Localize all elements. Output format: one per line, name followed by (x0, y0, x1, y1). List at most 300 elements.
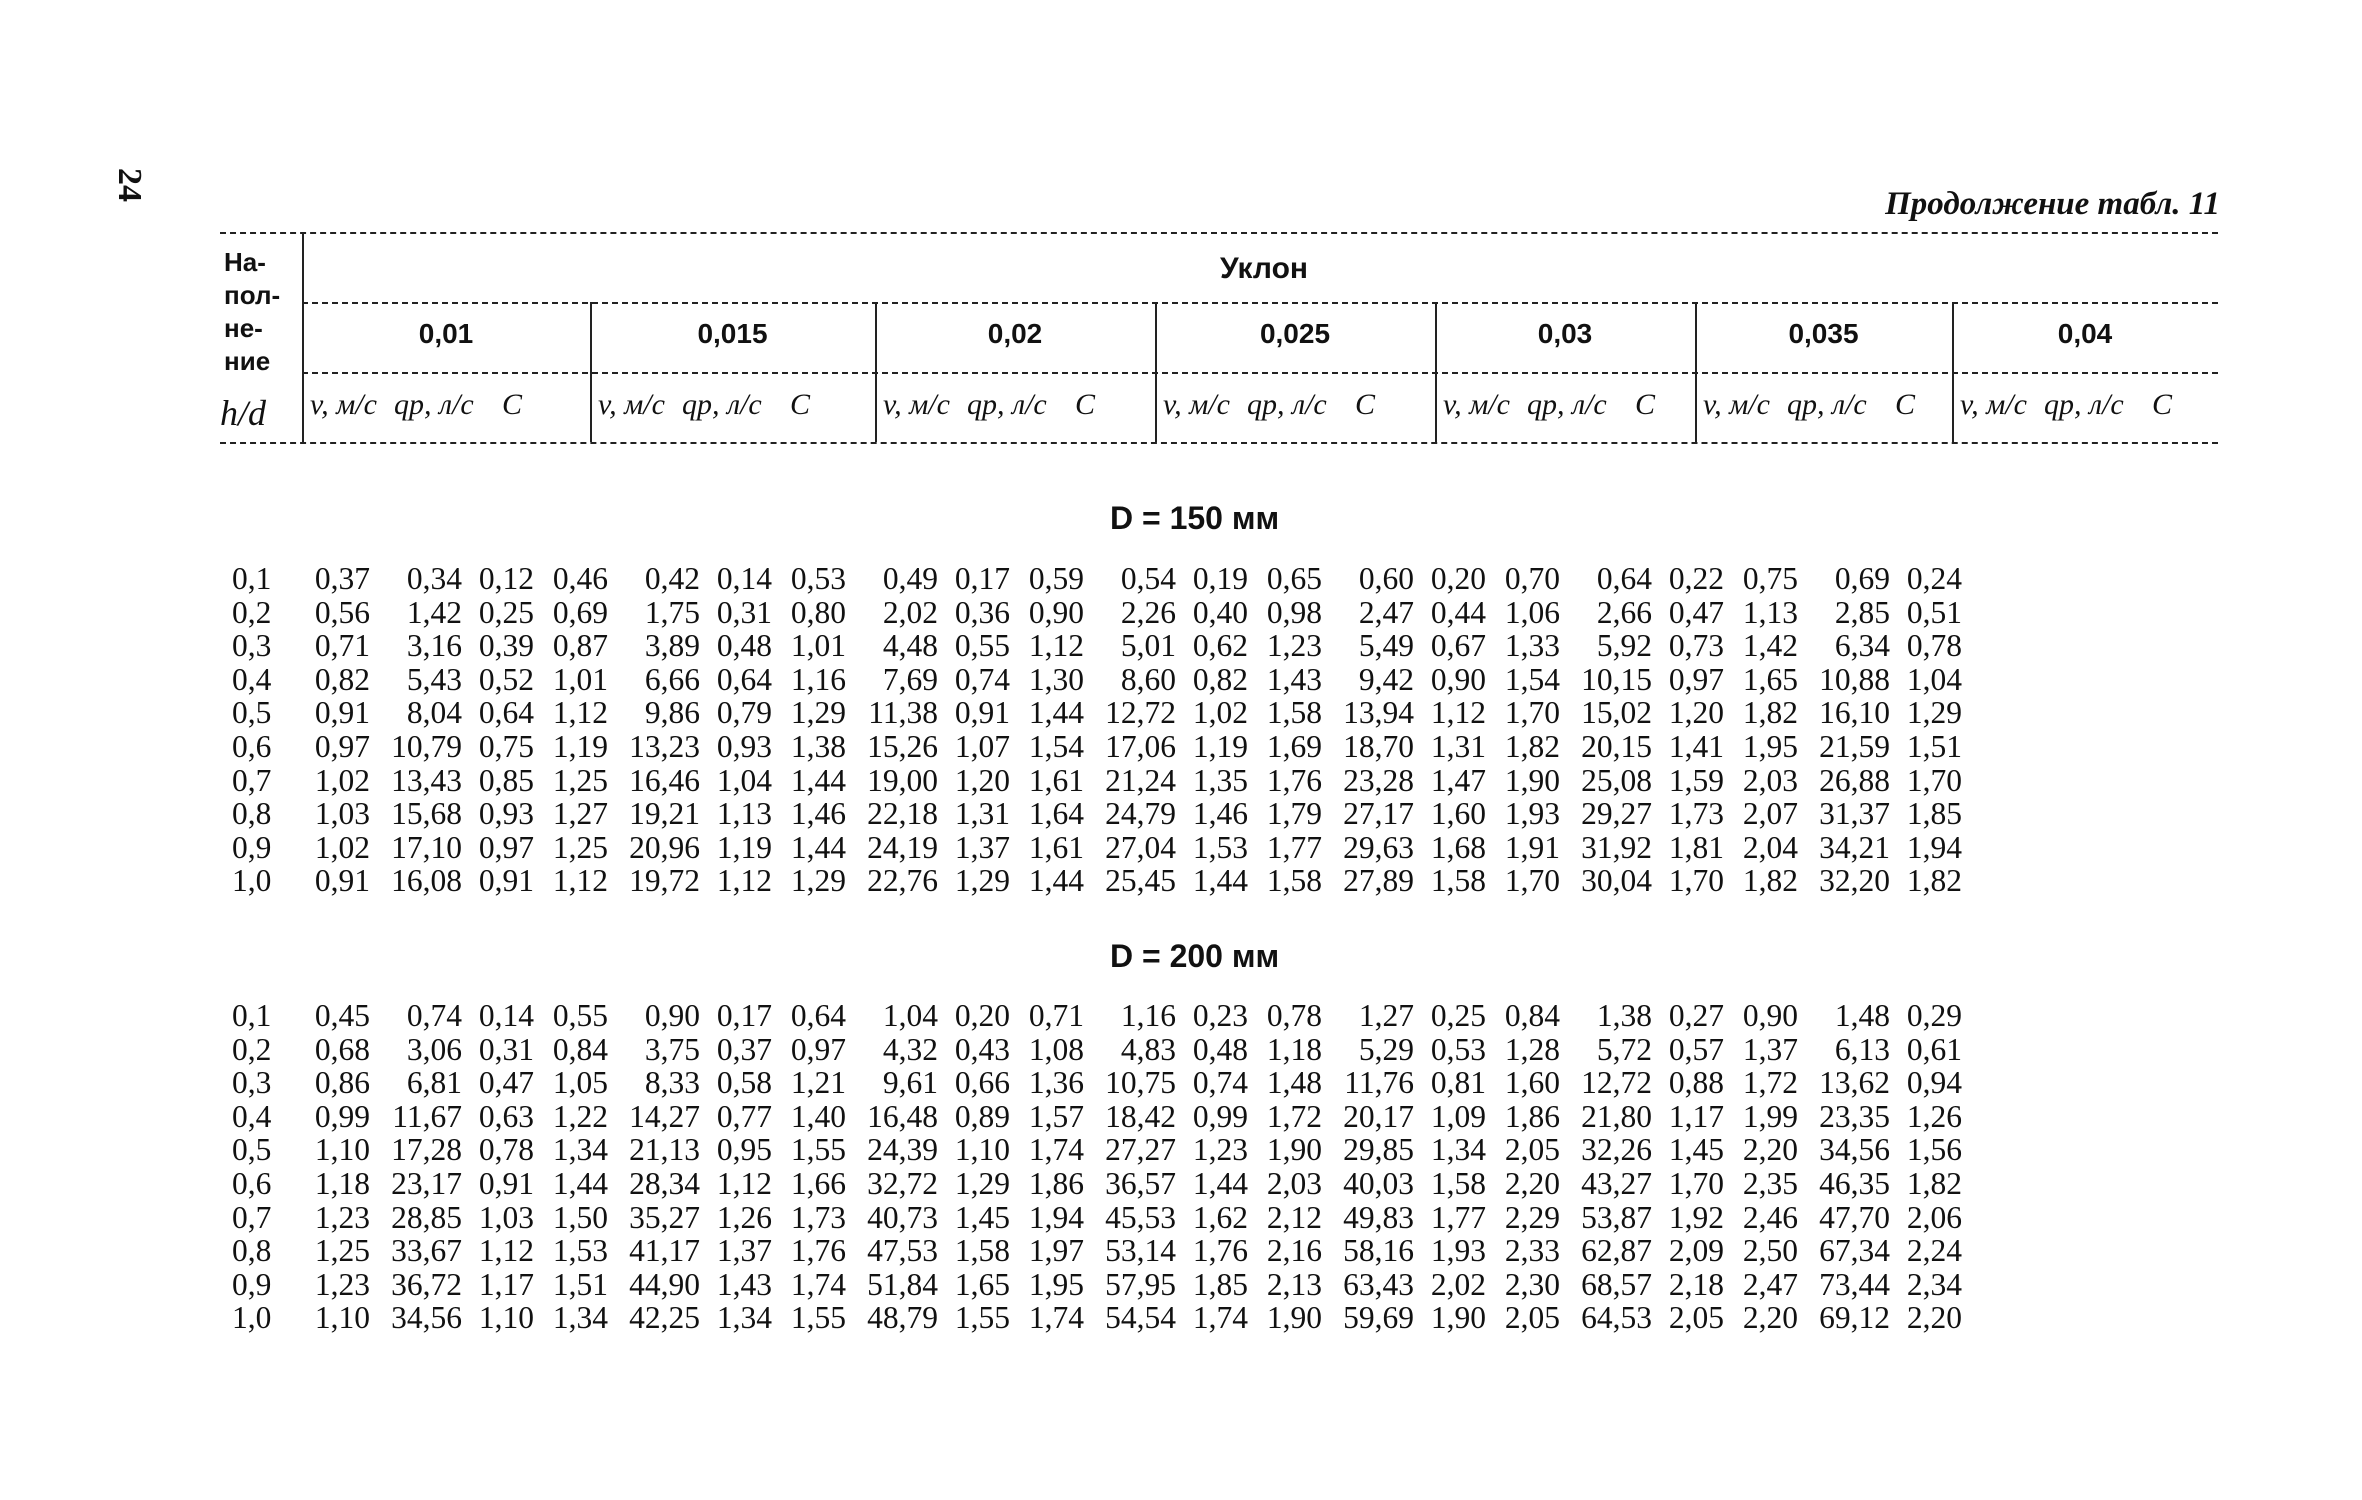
value-cell: 27,27 (1105, 1132, 1176, 1168)
value-cell: 16,10 (1819, 695, 1890, 731)
value-cell: 18,70 (1343, 728, 1414, 764)
value-cell: 0,87 (552, 628, 608, 664)
table-row (220, 1201, 1962, 1235)
fill-ratio-cell: 0,5 (232, 1132, 272, 1168)
value-cell: 12,72 (1105, 695, 1176, 731)
slope-0-01: 0,01 (418, 318, 474, 349)
value-cell: 12,72 (1581, 1065, 1652, 1101)
value-cell: 1,04 (1906, 661, 1962, 697)
value-cell: 1,94 (1028, 1199, 1084, 1235)
value-cell: 64,53 (1581, 1300, 1652, 1336)
value-cell: 49,83 (1343, 1199, 1414, 1235)
value-cell: 29,85 (1343, 1132, 1414, 1168)
value-cell: 2,50 (1742, 1233, 1798, 1269)
value-cell: 0,55 (552, 998, 608, 1033)
col-header-c-5: C (1895, 388, 1916, 421)
value-cell: 18,42 (1105, 1098, 1176, 1134)
value-cell: 36,57 (1105, 1165, 1176, 1201)
value-cell: 0,25 (1430, 998, 1486, 1033)
value-cell: 4,32 (882, 1031, 938, 1067)
value-cell: 1,73 (790, 1199, 846, 1235)
value-cell: 1,64 (1028, 796, 1084, 832)
value-cell: 23,17 (391, 1165, 462, 1201)
value-cell: 2,02 (1430, 1266, 1486, 1302)
value-cell: 0,63 (478, 1098, 534, 1134)
fill-label-3: не- (224, 313, 263, 343)
value-cell: 1,28 (1504, 1031, 1560, 1067)
value-cell: 0,94 (1906, 1065, 1962, 1101)
value-cell: 59,69 (1343, 1300, 1414, 1336)
value-cell: 1,65 (1742, 661, 1798, 697)
value-cell: 1,36 (1028, 1065, 1084, 1101)
value-cell: 2,02 (882, 594, 938, 630)
value-cell: 0,17 (954, 561, 1010, 596)
value-cell: 6,34 (1834, 628, 1890, 664)
value-cell: 1,65 (954, 1266, 1010, 1302)
value-cell: 1,70 (1668, 1165, 1724, 1201)
value-cell: 1,94 (1906, 829, 1962, 865)
value-cell: 2,05 (1668, 1300, 1724, 1336)
value-cell: 2,03 (1742, 762, 1798, 798)
value-cell: 1,04 (716, 762, 772, 798)
value-cell: 0,48 (1192, 1031, 1248, 1067)
value-cell: 1,29 (954, 1165, 1010, 1201)
value-cell: 0,42 (644, 561, 700, 596)
value-cell: 1,44 (790, 829, 846, 865)
value-cell: 0,19 (1192, 561, 1248, 596)
value-cell: 0,99 (314, 1098, 370, 1134)
value-cell: 1,23 (1266, 628, 1322, 664)
value-cell: 0,27 (1668, 998, 1724, 1033)
value-cell: 44,90 (629, 1266, 700, 1302)
value-cell: 1,48 (1266, 1065, 1322, 1101)
value-cell: 1,44 (1028, 863, 1084, 899)
fill-ratio-cell: 0,3 (232, 1065, 272, 1101)
value-cell: 1,34 (716, 1300, 772, 1336)
fill-ratio-cell: 1,0 (232, 863, 272, 899)
value-cell: 1,44 (1028, 695, 1084, 731)
table-row (220, 1100, 1962, 1134)
value-cell: 2,09 (1668, 1233, 1724, 1269)
value-cell: 1,82 (1742, 695, 1798, 731)
table-row (220, 696, 1962, 730)
value-cell: 1,86 (1028, 1165, 1084, 1201)
value-cell: 0,64 (1596, 561, 1652, 596)
value-cell: 0,79 (716, 695, 772, 731)
col-header-v-2: v, м/с (883, 388, 950, 421)
table-row (220, 864, 1962, 898)
value-cell: 27,17 (1343, 796, 1414, 832)
value-cell: 1,74 (1028, 1132, 1084, 1168)
value-cell: 27,04 (1105, 829, 1176, 865)
value-cell: 1,07 (954, 728, 1010, 764)
value-cell: 19,72 (629, 863, 700, 899)
value-cell: 1,95 (1742, 728, 1798, 764)
value-cell: 1,43 (716, 1266, 772, 1302)
value-cell: 1,81 (1668, 829, 1724, 865)
value-cell: 62,87 (1581, 1233, 1652, 1269)
value-cell: 1,74 (1192, 1300, 1248, 1336)
value-cell: 0,29 (1906, 998, 1962, 1033)
fill-ratio-cell: 0,9 (232, 829, 272, 865)
value-cell: 1,22 (552, 1098, 608, 1134)
col-header-q-1: qр, л/с (682, 388, 762, 421)
value-cell: 24,79 (1105, 796, 1176, 832)
table-row (220, 1268, 1962, 1302)
value-cell: 1,56 (1906, 1132, 1962, 1168)
value-cell: 40,03 (1343, 1165, 1414, 1201)
value-cell: 1,10 (314, 1300, 370, 1336)
value-cell: 29,27 (1581, 796, 1652, 832)
value-cell: 0,84 (1504, 998, 1560, 1033)
value-cell: 63,43 (1343, 1266, 1414, 1302)
value-cell: 0,78 (478, 1132, 534, 1168)
value-cell: 1,06 (1504, 594, 1560, 630)
table-row (220, 562, 1962, 596)
table-row (220, 1301, 1962, 1335)
table-row (220, 831, 1962, 865)
value-cell: 0,99 (1192, 1098, 1248, 1134)
value-cell: 1,58 (1266, 695, 1322, 731)
value-cell: 0,12 (478, 561, 534, 596)
value-cell: 1,90 (1266, 1132, 1322, 1168)
value-cell: 1,60 (1504, 1065, 1560, 1101)
value-cell: 2,16 (1266, 1233, 1322, 1269)
value-cell: 40,73 (867, 1199, 938, 1235)
value-cell: 5,92 (1596, 628, 1652, 664)
value-cell: 3,75 (644, 1031, 700, 1067)
value-cell: 1,46 (1192, 796, 1248, 832)
value-cell: 1,93 (1504, 796, 1560, 832)
value-cell: 1,99 (1742, 1098, 1798, 1134)
value-cell: 32,26 (1581, 1132, 1652, 1168)
value-cell: 1,76 (790, 1233, 846, 1269)
value-cell: 1,44 (790, 762, 846, 798)
value-cell: 1,12 (552, 695, 608, 731)
value-cell: 8,60 (1120, 661, 1176, 697)
value-cell: 2,13 (1266, 1266, 1322, 1302)
value-cell: 0,80 (790, 594, 846, 630)
value-cell: 1,55 (954, 1300, 1010, 1336)
value-cell: 1,85 (1192, 1266, 1248, 1302)
value-cell: 43,27 (1581, 1165, 1652, 1201)
value-cell: 0,37 (716, 1031, 772, 1067)
value-cell: 58,16 (1343, 1233, 1414, 1269)
value-cell: 1,70 (1504, 863, 1560, 899)
col-header-v-6: v, м/с (1960, 388, 2027, 421)
value-cell: 23,28 (1343, 762, 1414, 798)
value-cell: 10,79 (391, 728, 462, 764)
value-cell: 1,85 (1906, 796, 1962, 832)
value-cell: 1,79 (1266, 796, 1322, 832)
value-cell: 4,48 (882, 628, 938, 664)
value-cell: 17,10 (391, 829, 462, 865)
value-cell: 32,20 (1819, 863, 1890, 899)
value-cell: 1,29 (790, 863, 846, 899)
value-cell: 15,26 (867, 728, 938, 764)
value-cell: 1,17 (478, 1266, 534, 1302)
value-cell: 1,46 (790, 796, 846, 832)
fill-ratio-cell: 0,8 (232, 1233, 272, 1269)
value-cell: 1,91 (1504, 829, 1560, 865)
value-cell: 0,89 (954, 1098, 1010, 1134)
fill-ratio-cell: 0,6 (232, 1165, 272, 1201)
slope-0-03: 0,03 (1537, 318, 1593, 349)
value-cell: 1,45 (954, 1199, 1010, 1235)
value-cell: 1,38 (790, 728, 846, 764)
slope-0-04: 0,04 (2057, 318, 2113, 349)
value-cell: 22,18 (867, 796, 938, 832)
fill-ratio-cell: 0,3 (232, 628, 272, 664)
value-cell: 23,35 (1819, 1098, 1890, 1134)
fill-ratio-cell: 0,6 (232, 728, 272, 764)
value-cell: 1,72 (1266, 1098, 1322, 1134)
value-cell: 0,51 (1906, 594, 1962, 630)
value-cell: 1,73 (1668, 796, 1724, 832)
slope-0-025: 0,025 (1259, 318, 1331, 349)
value-cell: 1,02 (1192, 695, 1248, 731)
value-cell: 0,90 (1028, 594, 1084, 630)
col-header-c-2: C (1075, 388, 1096, 421)
value-cell: 1,70 (1906, 762, 1962, 798)
value-cell: 1,33 (1504, 628, 1560, 664)
value-cell: 0,81 (1430, 1065, 1486, 1101)
value-cell: 1,37 (1742, 1031, 1798, 1067)
value-cell: 0,91 (954, 695, 1010, 731)
value-cell: 28,85 (391, 1199, 462, 1235)
value-cell: 0,97 (1668, 661, 1724, 697)
value-cell: 1,25 (552, 762, 608, 798)
value-cell: 0,97 (790, 1031, 846, 1067)
value-cell: 0,44 (1430, 594, 1486, 630)
value-cell: 0,91 (314, 863, 370, 899)
value-cell: 1,19 (716, 829, 772, 865)
value-cell: 1,27 (552, 796, 608, 832)
value-cell: 1,53 (552, 1233, 608, 1269)
value-cell: 0,40 (1192, 594, 1248, 630)
value-cell: 1,25 (552, 829, 608, 865)
value-cell: 0,70 (1504, 561, 1560, 596)
value-cell: 1,82 (1906, 863, 1962, 899)
value-cell: 2,20 (1504, 1165, 1560, 1201)
fill-label-2: пол- (224, 280, 281, 310)
value-cell: 2,12 (1266, 1199, 1322, 1235)
value-cell: 1,95 (1028, 1266, 1084, 1302)
value-cell: 1,90 (1266, 1300, 1322, 1336)
value-cell: 67,34 (1819, 1233, 1890, 1269)
value-cell: 1,61 (1028, 762, 1084, 798)
value-cell: 1,13 (1742, 594, 1798, 630)
fill-ratio-cell: 1,0 (232, 1300, 272, 1336)
value-cell: 1,77 (1266, 829, 1322, 865)
value-cell: 0,20 (954, 998, 1010, 1033)
value-cell: 1,34 (1430, 1132, 1486, 1168)
col-header-v-5: v, м/с (1703, 388, 1770, 421)
value-cell: 1,58 (1266, 863, 1322, 899)
value-cell: 0,91 (314, 695, 370, 731)
value-cell: 1,01 (790, 628, 846, 664)
value-cell: 21,80 (1581, 1098, 1652, 1134)
value-cell: 1,05 (552, 1065, 608, 1101)
value-cell: 1,42 (1742, 628, 1798, 664)
value-cell: 2,07 (1742, 796, 1798, 832)
table-row (220, 1167, 1962, 1201)
value-cell: 0,90 (1742, 998, 1798, 1033)
value-cell: 0,69 (1834, 561, 1890, 596)
value-cell: 1,97 (1028, 1233, 1084, 1269)
value-cell: 1,29 (954, 863, 1010, 899)
value-cell: 1,23 (1192, 1132, 1248, 1168)
value-cell: 0,97 (478, 829, 534, 865)
value-cell: 2,46 (1742, 1199, 1798, 1235)
value-cell: 1,82 (1742, 863, 1798, 899)
value-cell: 0,14 (716, 561, 772, 596)
slope-0-02: 0,02 (987, 318, 1043, 349)
slope-0-015: 0,015 (697, 318, 768, 349)
value-cell: 0,64 (716, 661, 772, 697)
value-cell: 1,20 (954, 762, 1010, 798)
section-label-d200: D = 200 мм (1110, 938, 1280, 974)
value-cell: 22,76 (867, 863, 938, 899)
value-cell: 69,12 (1819, 1300, 1890, 1336)
value-cell: 31,92 (1581, 829, 1652, 865)
col-header-v-3: v, м/с (1163, 388, 1230, 421)
value-cell: 1,58 (1430, 1165, 1486, 1201)
value-cell: 5,72 (1596, 1031, 1652, 1067)
value-cell: 27,89 (1343, 863, 1414, 899)
value-cell: 1,26 (1906, 1098, 1962, 1134)
col-header-c-0: C (502, 388, 523, 421)
fill-ratio-cell: 0,1 (232, 561, 272, 596)
value-cell: 17,28 (391, 1132, 462, 1168)
value-cell: 1,38 (1596, 998, 1652, 1033)
value-cell: 1,66 (790, 1165, 846, 1201)
value-cell: 0,84 (552, 1031, 608, 1067)
col-header-c-3: C (1355, 388, 1376, 421)
value-cell: 31,37 (1819, 796, 1890, 832)
value-cell: 2,47 (1742, 1266, 1798, 1302)
value-cell: 1,16 (790, 661, 846, 697)
value-cell: 1,19 (552, 728, 608, 764)
value-cell: 45,53 (1105, 1199, 1176, 1235)
value-cell: 0,93 (478, 796, 534, 832)
value-cell: 0,82 (314, 661, 370, 697)
page-number: 24 (111, 168, 148, 202)
value-cell: 0,45 (314, 998, 370, 1033)
value-cell: 8,04 (406, 695, 462, 731)
col-header-c-4: C (1635, 388, 1656, 421)
value-cell: 7,69 (882, 661, 938, 697)
value-cell: 11,67 (392, 1098, 462, 1134)
value-cell: 1,34 (552, 1132, 608, 1168)
col-header-q-5: qр, л/с (1787, 388, 1867, 421)
value-cell: 16,08 (391, 863, 462, 899)
value-cell: 0,77 (716, 1098, 772, 1134)
value-cell: 13,43 (391, 762, 462, 798)
value-cell: 2,03 (1266, 1165, 1322, 1201)
value-cell: 1,02 (314, 829, 370, 865)
value-cell: 47,53 (867, 1233, 938, 1269)
value-cell: 35,27 (629, 1199, 700, 1235)
value-cell: 13,94 (1343, 695, 1414, 731)
fill-ratio-cell: 0,7 (232, 1199, 272, 1235)
value-cell: 1,61 (1028, 829, 1084, 865)
value-cell: 0,69 (552, 594, 608, 630)
data-table-d150 (220, 562, 1962, 898)
value-cell: 2,66 (1596, 594, 1652, 630)
value-cell: 1,03 (314, 796, 370, 832)
value-cell: 26,88 (1819, 762, 1890, 798)
value-cell: 1,12 (1430, 695, 1486, 731)
value-cell: 0,78 (1266, 998, 1322, 1033)
value-cell: 34,56 (1819, 1132, 1890, 1168)
value-cell: 0,98 (1266, 594, 1322, 630)
value-cell: 1,76 (1192, 1233, 1248, 1269)
value-cell: 1,16 (1120, 998, 1176, 1033)
fill-ratio-cell: 0,8 (232, 796, 272, 832)
value-cell: 1,18 (314, 1165, 370, 1201)
col-header-v-1: v, м/с (598, 388, 665, 421)
value-cell: 1,34 (552, 1300, 608, 1336)
value-cell: 57,95 (1105, 1266, 1176, 1302)
value-cell: 1,44 (1192, 1165, 1248, 1201)
value-cell: 2,05 (1504, 1300, 1560, 1336)
value-cell: 1,75 (644, 594, 700, 630)
value-cell: 1,51 (1906, 728, 1962, 764)
value-cell: 0,24 (1906, 561, 1962, 596)
value-cell: 1,92 (1668, 1199, 1724, 1235)
value-cell: 1,44 (1192, 863, 1248, 899)
value-cell: 5,43 (406, 661, 462, 697)
fill-ratio-cell: 0,4 (232, 661, 272, 697)
value-cell: 2,26 (1120, 594, 1176, 630)
value-cell: 25,45 (1105, 863, 1176, 899)
hd-label: h/d (220, 393, 267, 433)
value-cell: 0,62 (1192, 628, 1248, 664)
value-cell: 48,79 (867, 1300, 938, 1336)
table-row (220, 663, 1962, 697)
value-cell: 2,20 (1742, 1300, 1798, 1336)
value-cell: 2,06 (1906, 1199, 1962, 1235)
value-cell: 1,82 (1504, 728, 1560, 764)
col-header-v-4: v, м/с (1443, 388, 1510, 421)
value-cell: 1,54 (1028, 728, 1084, 764)
value-cell: 13,62 (1819, 1065, 1890, 1101)
fill-ratio-cell: 0,1 (232, 998, 272, 1033)
value-cell: 1,37 (716, 1233, 772, 1269)
value-cell: 1,44 (552, 1165, 608, 1201)
table-row (220, 999, 1962, 1033)
value-cell: 34,56 (391, 1300, 462, 1336)
value-cell: 0,36 (954, 594, 1010, 630)
value-cell: 0,46 (552, 561, 608, 596)
value-cell: 6,66 (644, 661, 700, 697)
value-cell: 1,41 (1668, 728, 1724, 764)
value-cell: 1,23 (314, 1266, 370, 1302)
value-cell: 1,43 (1266, 661, 1322, 697)
value-cell: 1,10 (314, 1132, 370, 1168)
value-cell: 1,12 (1028, 628, 1084, 664)
value-cell: 30,04 (1581, 863, 1652, 899)
value-cell: 1,12 (716, 863, 772, 899)
value-cell: 0,48 (716, 628, 772, 664)
col-header-q-2: qр, л/с (967, 388, 1047, 421)
table-row (220, 1066, 1962, 1100)
value-cell: 0,90 (644, 998, 700, 1033)
value-cell: 0,74 (406, 998, 462, 1033)
fill-label-1: На- (224, 247, 266, 277)
value-cell: 4,83 (1120, 1031, 1176, 1067)
